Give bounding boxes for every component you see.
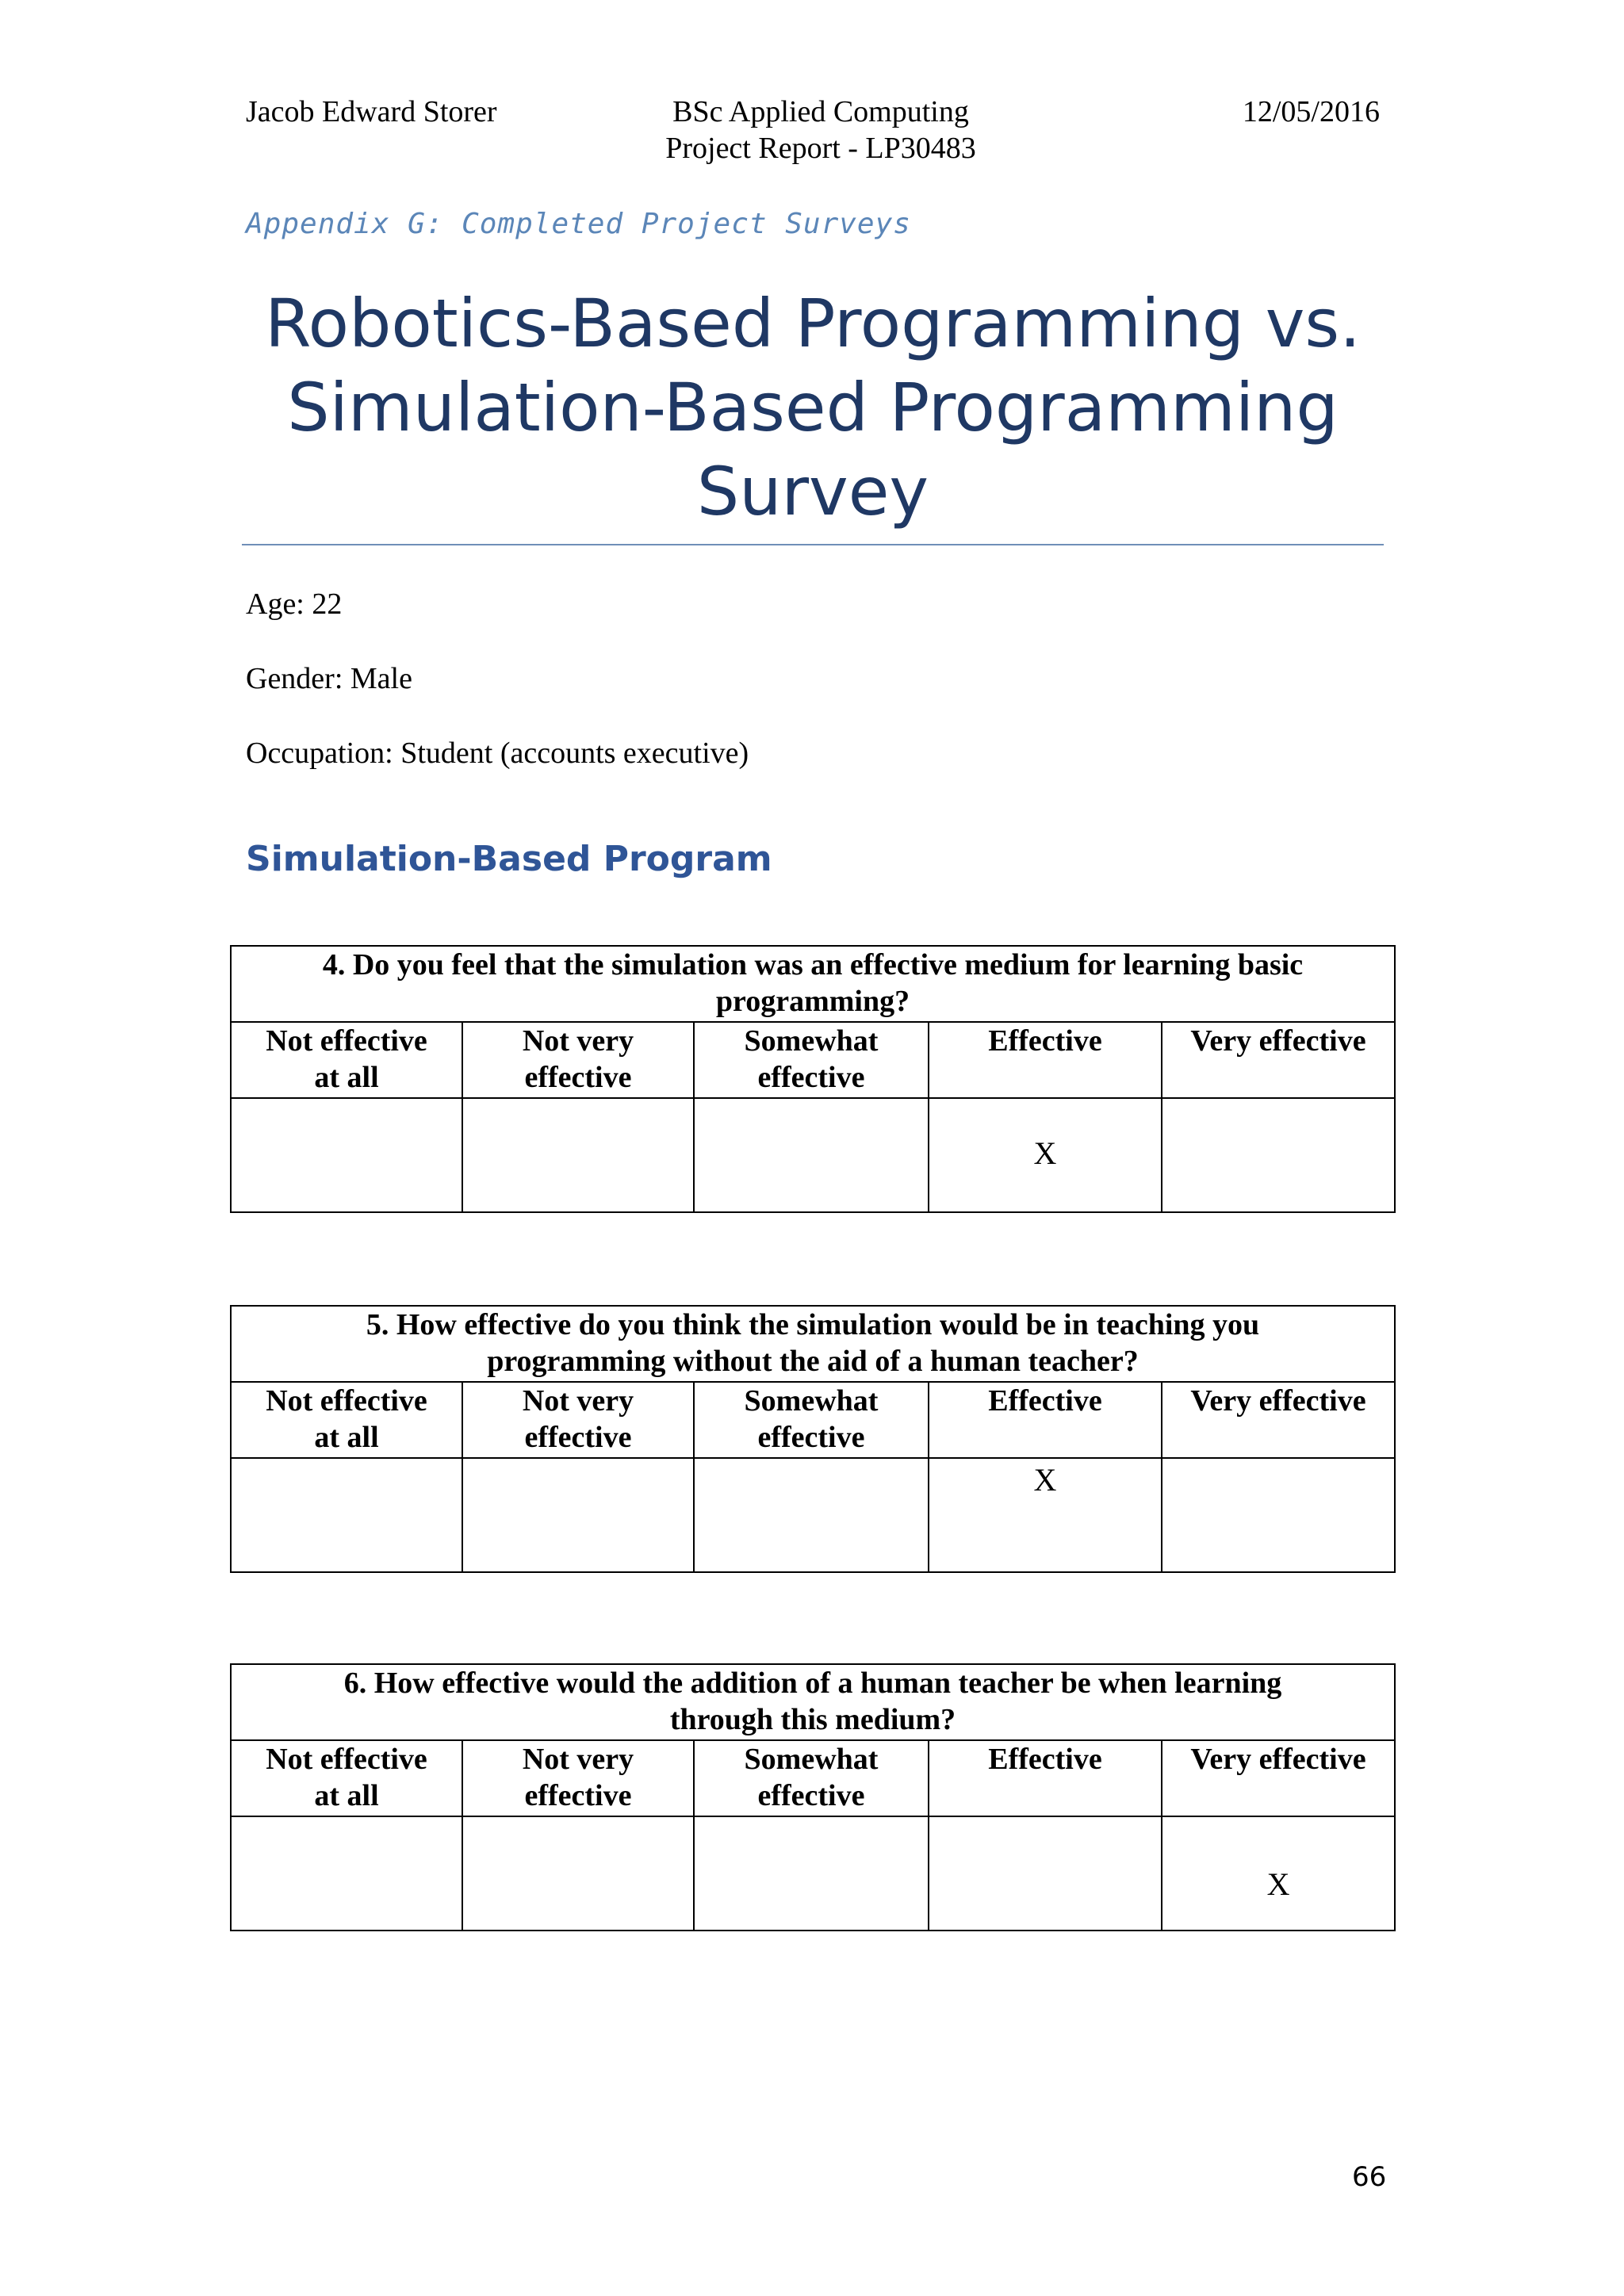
answer-cell-very-effective [1162, 1458, 1395, 1572]
question-line-2: programming? [715, 985, 910, 1018]
question-line-2: through this medium? [669, 1703, 956, 1736]
option-effective: Effective [929, 1740, 1162, 1816]
title-divider [242, 544, 1384, 545]
answer-cell-effective [929, 1816, 1162, 1931]
option-not-very-effective: Not very effective [462, 1740, 694, 1816]
option-not-very-effective: Not very effective [462, 1022, 694, 1098]
question-line-2: programming without the aid of a human teacher? [487, 1345, 1139, 1378]
answer-cell-not-effective-at-all [231, 1458, 462, 1572]
option-somewhat-effective: Somewhat effective [694, 1022, 929, 1098]
header-date: 12/05/2016 [1242, 95, 1380, 128]
answer-mark: X [1266, 1866, 1290, 1902]
option-very-effective: Very effective [1162, 1022, 1395, 1098]
section-heading: Simulation-Based Program [246, 839, 772, 879]
answer-cell-not-effective-at-all [231, 1816, 462, 1931]
answer-cell-not-very-effective [462, 1098, 694, 1212]
option-somewhat-effective: Somewhat effective [694, 1740, 929, 1816]
option-not-effective-at-all: Not effective at all [231, 1740, 462, 1816]
question-text [231, 946, 1395, 1022]
page-header [246, 94, 1380, 181]
header-course-line-1: BSc Applied Computing [672, 95, 969, 128]
survey-title [242, 281, 1384, 534]
option-not-effective-at-all: Not effective at all [231, 1382, 462, 1458]
header-course-line-2: Project Report - LP30483 [665, 132, 976, 165]
header-author: Jacob Edward Storer [246, 95, 497, 128]
answer-cell-somewhat-effective [694, 1098, 929, 1212]
option-very-effective: Very effective [1162, 1740, 1395, 1816]
answer-cell-effective [929, 1458, 1162, 1572]
option-very-effective: Very effective [1162, 1382, 1395, 1458]
answer-cell-effective [929, 1098, 1162, 1212]
answer-cell-not-very-effective [462, 1458, 694, 1572]
option-effective: Effective [929, 1382, 1162, 1458]
question-line-1: 5. How effective do you think the simulation would be in teaching you [366, 1308, 1260, 1341]
survey-title-line-1: Robotics-Based Programming vs. [265, 285, 1361, 362]
option-somewhat-effective: Somewhat effective [694, 1382, 929, 1458]
answer-cell-somewhat-effective [694, 1816, 929, 1931]
appendix-heading: Appendix G: Completed Project Surveys [246, 208, 911, 240]
question-text [231, 1664, 1395, 1740]
question-table-6 [230, 1663, 1396, 1931]
page-number: 66 [1352, 2161, 1387, 2193]
question-table-5 [230, 1305, 1396, 1573]
answer-cell-not-effective-at-all [231, 1098, 462, 1212]
question-line-1: 4. Do you feel that the simulation was an effective medium for learning basic [322, 948, 1304, 982]
option-effective: Effective [929, 1022, 1162, 1098]
answer-cell-very-effective [1162, 1816, 1395, 1931]
answer-mark: X [1033, 1462, 1057, 1498]
header-course [642, 94, 999, 166]
option-not-effective-at-all: Not effective at all [231, 1022, 462, 1098]
question-text [231, 1306, 1395, 1382]
option-not-very-effective: Not very effective [462, 1382, 694, 1458]
answer-cell-somewhat-effective [694, 1458, 929, 1572]
answer-cell-very-effective [1162, 1098, 1395, 1212]
answer-mark: X [1033, 1135, 1057, 1171]
respondent-gender: Gender: Male [246, 662, 412, 695]
answer-cell-not-very-effective [462, 1816, 694, 1931]
question-table-4 [230, 945, 1396, 1213]
survey-title-line-2: Simulation-Based Programming [287, 369, 1339, 446]
respondent-occupation: Occupation: Student (accounts executive) [246, 737, 749, 770]
question-line-1: 6. How effective would the addition of a human teacher be when learning [343, 1667, 1282, 1700]
survey-title-line-3: Survey [696, 453, 929, 530]
respondent-age: Age: 22 [246, 587, 343, 621]
